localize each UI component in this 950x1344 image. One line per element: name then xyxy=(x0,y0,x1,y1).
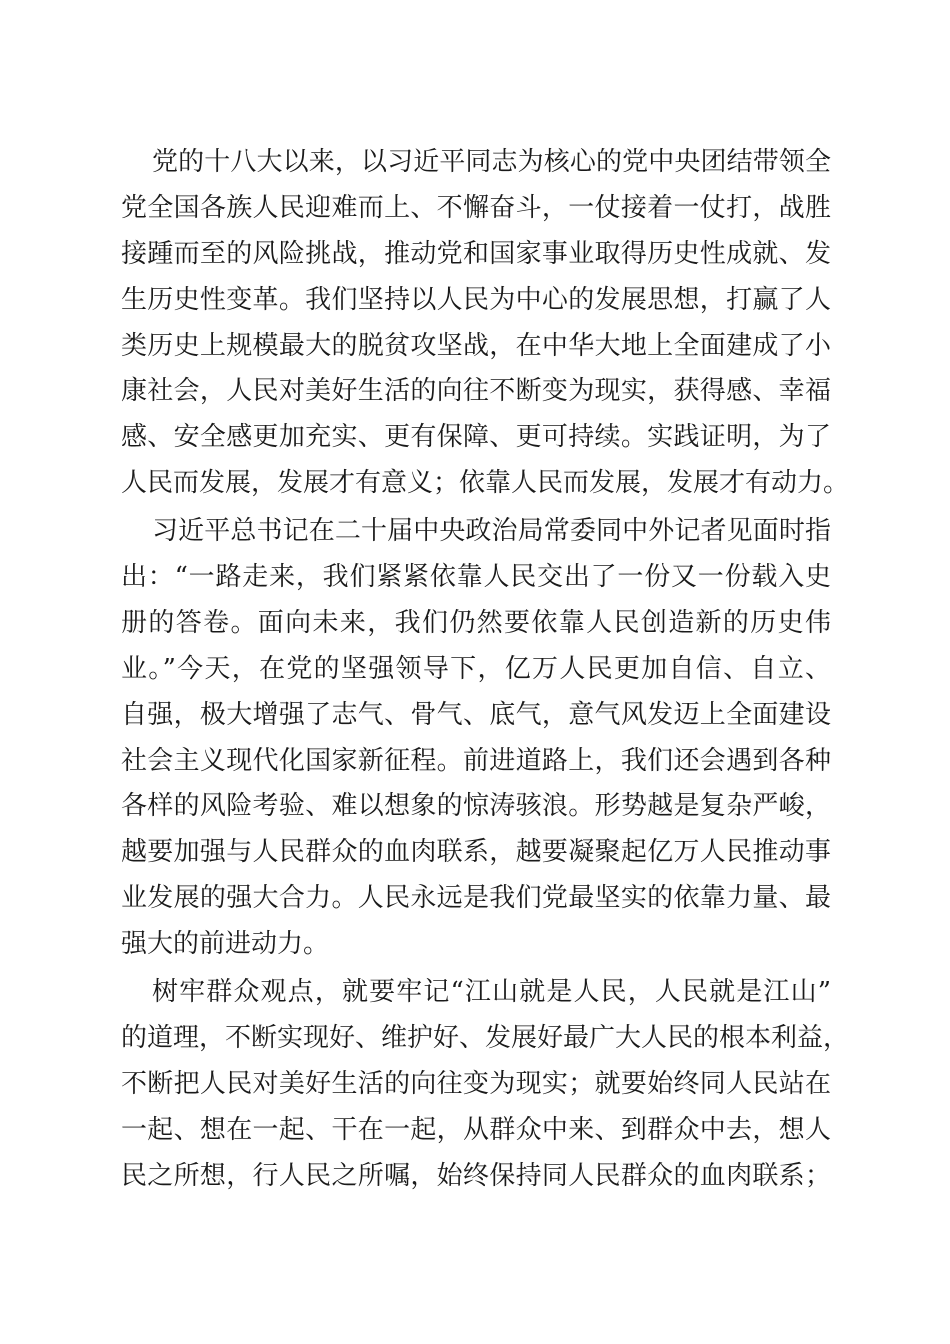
paragraph-1-line-5: 类历史上规模最大的脱贫攻坚战，在中华大地上全面建成了小 xyxy=(121,330,831,361)
paragraph-1-line-1: 党的十八大以来，以习近平同志为核心的党中央团结带领全 xyxy=(152,147,831,177)
paragraph-2-line-3: 册的答卷。面向未来，我们仍然要依靠人民创造新的历史伟 xyxy=(121,607,831,638)
paragraph-1-line-4: 生历史性变革。我们坚持以人民为中心的发展思想，打赢了人 xyxy=(121,284,831,315)
paragraph-1-line-6: 康社会，人民对美好生活的向往不断变为现实，获得感、幸福 xyxy=(121,376,831,407)
paragraph-3-line-2: 的道理，不断实现好、维护好、发展好最广大人民的根本利益， xyxy=(121,1022,850,1053)
paragraph-3-line-3: 不断把人民对美好生活的向往变为现实；就要始终同人民站在 xyxy=(121,1068,831,1099)
paragraph-3-line-1: 树牢群众观点，就要牢记“江山就是人民，人民就是江山” xyxy=(152,977,831,1008)
paragraph-3-line-5: 民之所想，行人民之所嘱，始终保持同人民群众的血肉联系； xyxy=(121,1160,831,1191)
paragraph-1-line-7: 感、安全感更加充实、更有保障、更可持续。实践证明，为了 xyxy=(121,422,831,453)
paragraph-3-line-4: 一起、想在一起、干在一起，从群众中来、到群众中去，想人 xyxy=(121,1114,831,1145)
paragraph-2-line-7: 各样的风险考验、难以想象的惊涛骇浪。形势越是复杂严峻， xyxy=(121,791,831,822)
body-text xyxy=(121,140,850,1199)
paragraph-2-line-5: 自强，极大增强了志气、骨气、底气，意气风发迈上全面建设 xyxy=(121,699,831,730)
paragraph-2-line-9: 业发展的强大合力。人民永远是我们党最坚实的依靠力量、最 xyxy=(121,883,831,914)
paragraph-1-line-3: 接踵而至的风险挑战，推动党和国家事业取得历史性成就、发 xyxy=(121,238,831,269)
paragraph-2-line-2: 出：“一路走来，我们紧紧依靠人民交出了一份又一份载入史 xyxy=(121,562,831,593)
paragraph-1-line-8: 人民而发展，发展才有意义；依靠人民而发展，发展才有动力。 xyxy=(121,468,850,499)
paragraph-2-line-1: 习近平总书记在二十届中央政治局常委同中外记者见面时指 xyxy=(152,516,831,547)
paragraph-2-line-6: 社会主义现代化国家新征程。前进道路上，我们还会遇到各种 xyxy=(121,745,831,776)
paragraph-2-line-8: 越要加强与人民群众的血肉联系，越要凝聚起亿万人民推动事 xyxy=(121,837,831,868)
paragraph-2-line-10: 强大的前进动力。 xyxy=(121,929,330,960)
paragraph-2-line-4: 业。”今天，在党的坚强领导下，亿万人民更加自信、自立、 xyxy=(121,653,831,684)
paragraph-1-line-2: 党全国各族人民迎难而上、不懈奋斗，一仗接着一仗打，战胜 xyxy=(121,192,831,223)
